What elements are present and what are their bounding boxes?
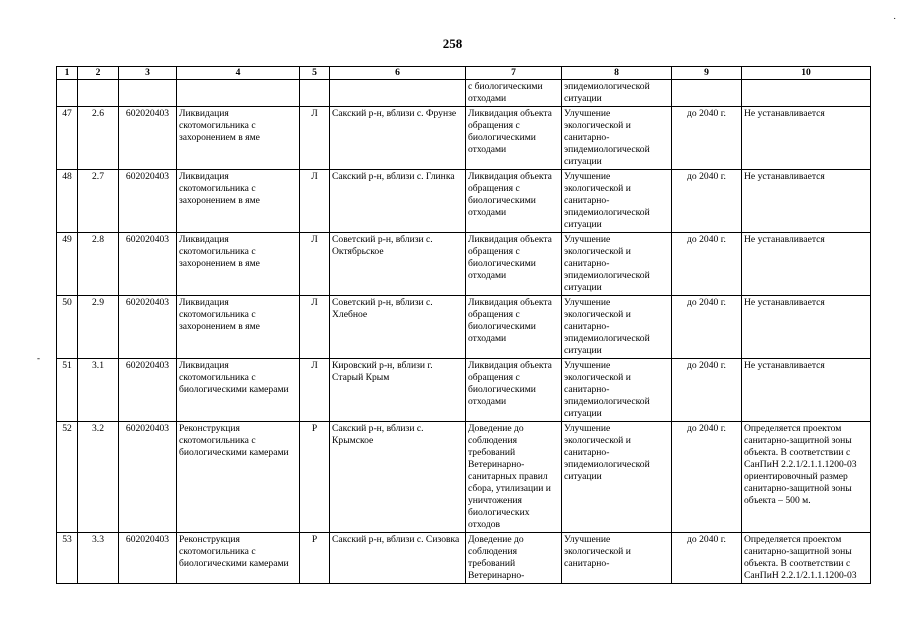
- cell-zone: Не устанавливается: [742, 107, 871, 170]
- cell-name: Реконструкция скотомогильника с биологическими камерами: [177, 533, 300, 584]
- cell-type: Л: [300, 359, 330, 422]
- cell-sub: 2.7: [78, 170, 119, 233]
- cell-location: Сакский р-н, вблизи с. Фрунзе: [330, 107, 466, 170]
- cell-effect: Улучшение экологической и санитарно-: [562, 533, 672, 584]
- cell-zone: Не устанавливается: [742, 170, 871, 233]
- cell: [119, 80, 177, 107]
- cell-number: 53: [57, 533, 78, 584]
- cell-code: 602020403: [119, 422, 177, 533]
- cell-code: 602020403: [119, 107, 177, 170]
- column-header: 9: [672, 67, 742, 80]
- cell-name: Ликвидация скотомогильника с захоронением в яме: [177, 233, 300, 296]
- cell-code: 602020403: [119, 533, 177, 584]
- cell-goal: Ликвидация объекта обращения с биологическими отходами: [466, 233, 562, 296]
- margin-mark: -: [37, 353, 40, 363]
- cell-type: Р: [300, 533, 330, 584]
- cell-effect: Улучшение экологической и санитарно-эпидемиологической ситуации: [562, 296, 672, 359]
- cell: [300, 80, 330, 107]
- cell-zone: Определяется проектом санитарно-защитной зоны объекта. В соответствии с СанПиН 2.2.1/2.1.1.1200-03 ориентировочный размер санитарно-защитной зоны объекта – 500 м.: [742, 422, 871, 533]
- cell-code: 602020403: [119, 170, 177, 233]
- cell-date: до 2040 г.: [672, 533, 742, 584]
- cell: [742, 80, 871, 107]
- cell-location: Сакский р-н, вблизи с. Крымское: [330, 422, 466, 533]
- cell-effect: Улучшение экологической и санитарно-эпидемиологической ситуации: [562, 107, 672, 170]
- column-header: 2: [78, 67, 119, 80]
- cell-name: Ликвидация скотомогильника с захоронением в яме: [177, 107, 300, 170]
- page-number: 258: [442, 36, 463, 51]
- cell-name: Ликвидация скотомогильника с захоронением в яме: [177, 170, 300, 233]
- cell-number: 51: [57, 359, 78, 422]
- cell-effect: эпидемиологической ситуации: [562, 80, 672, 107]
- cell-goal: с биологическими отходами: [466, 80, 562, 107]
- cell-number: 47: [57, 107, 78, 170]
- table-row: [57, 107, 871, 170]
- cell-date: до 2040 г.: [672, 359, 742, 422]
- cell-number: 52: [57, 422, 78, 533]
- cell-goal: Доведение до соблюдения требований Ветеринарно-: [466, 533, 562, 584]
- cell-location: Сакский р-н, вблизи с. Глинка: [330, 170, 466, 233]
- table-row: [57, 170, 871, 233]
- column-header: 4: [177, 67, 300, 80]
- column-header: 8: [562, 67, 672, 80]
- column-header: 3: [119, 67, 177, 80]
- cell-name: Ликвидация скотомогильника с захоронением в яме: [177, 296, 300, 359]
- cell-effect: Улучшение экологической и санитарно-эпидемиологической ситуации: [562, 422, 672, 533]
- cell-code: 602020403: [119, 359, 177, 422]
- cell-zone: Не устанавливается: [742, 296, 871, 359]
- cell-sub: 2.8: [78, 233, 119, 296]
- cell-location: Сакский р-н, вблизи с. Сизовка: [330, 533, 466, 584]
- cell-code: 602020403: [119, 296, 177, 359]
- cell-sub: 2.6: [78, 107, 119, 170]
- cell-name: Ликвидация скотомогильника с биологическими камерами: [177, 359, 300, 422]
- column-header: 10: [742, 67, 871, 80]
- cell-type: Р: [300, 422, 330, 533]
- cell: [330, 80, 466, 107]
- cell-sub: 3.3: [78, 533, 119, 584]
- cell-zone: Не устанавливается: [742, 233, 871, 296]
- cell-number: 49: [57, 233, 78, 296]
- cell-location: Советский р-н, вблизи с. Октябрьское: [330, 233, 466, 296]
- cell-effect: Улучшение экологической и санитарно-эпидемиологической ситуации: [562, 170, 672, 233]
- cell-sub: 3.2: [78, 422, 119, 533]
- cell-date: до 2040 г.: [672, 296, 742, 359]
- cell-type: Л: [300, 296, 330, 359]
- cell: [57, 80, 78, 107]
- column-header: 7: [466, 67, 562, 80]
- column-header: 6: [330, 67, 466, 80]
- cell-date: до 2040 г.: [672, 107, 742, 170]
- cell: [78, 80, 119, 107]
- cell-name: Реконструкция скотомогильника с биологическими камерами: [177, 422, 300, 533]
- continuation-row: [57, 80, 871, 107]
- cell-code: 602020403: [119, 233, 177, 296]
- cell-type: Л: [300, 107, 330, 170]
- cell: [177, 80, 300, 107]
- cell-zone: Определяется проектом санитарно-защитной зоны объекта. В соответствии с СанПиН 2.2.1/2.1.1.1200-03: [742, 533, 871, 584]
- cell-goal: Ликвидация объекта обращения с биологическими отходами: [466, 359, 562, 422]
- cell-date: до 2040 г.: [672, 422, 742, 533]
- cell-location: Советский р-н, вблизи с. Хлебное: [330, 296, 466, 359]
- cell-goal: Ликвидация объекта обращения с биологическими отходами: [466, 170, 562, 233]
- cell-effect: Улучшение экологической и санитарно-эпидемиологической ситуации: [562, 359, 672, 422]
- table-row: [57, 359, 871, 422]
- cell-type: Л: [300, 233, 330, 296]
- cell-location: Кировский р-н, вблизи г. Старый Крым: [330, 359, 466, 422]
- header-row: [57, 67, 871, 80]
- cell-number: 48: [57, 170, 78, 233]
- table-row: [57, 233, 871, 296]
- cell: [672, 80, 742, 107]
- cell-date: до 2040 г.: [672, 170, 742, 233]
- table-row: [57, 296, 871, 359]
- table-row: [57, 422, 871, 533]
- column-header: 5: [300, 67, 330, 80]
- cell-number: 50: [57, 296, 78, 359]
- cell-effect: Улучшение экологической и санитарно-эпидемиологической ситуации: [562, 233, 672, 296]
- cell-goal: Ликвидация объекта обращения с биологическими отходами: [466, 296, 562, 359]
- cell-zone: Не устанавливается: [742, 359, 871, 422]
- cell-goal: Доведение до соблюдения требований Ветеринарно-санитарных правил сбора, утилизации и уничтожения биологических отходов: [466, 422, 562, 533]
- table-row: [57, 533, 871, 584]
- register-table: [56, 66, 871, 584]
- corner-mark: ˙: [893, 17, 897, 28]
- cell-goal: Ликвидация объекта обращения с биологическими отходами: [466, 107, 562, 170]
- column-header: 1: [57, 67, 78, 80]
- cell-type: Л: [300, 170, 330, 233]
- cell-sub: 3.1: [78, 359, 119, 422]
- cell-sub: 2.9: [78, 296, 119, 359]
- cell-date: до 2040 г.: [672, 233, 742, 296]
